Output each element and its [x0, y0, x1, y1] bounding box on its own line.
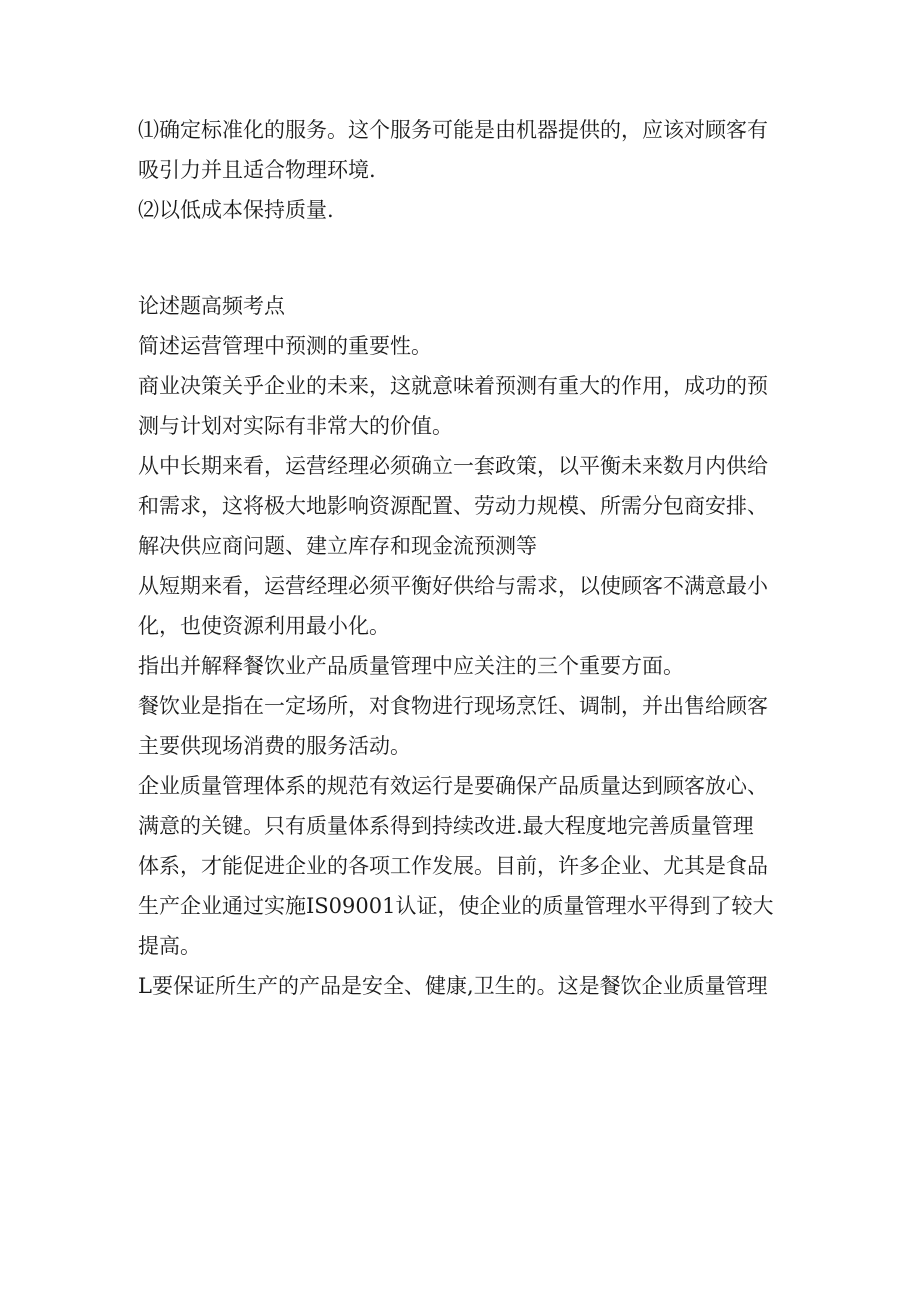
text-line-14: 餐饮业是指在一定场所，对食物进行现场烹饪、调制，并出售给顾客: [138, 694, 768, 718]
text-line-16: 企业质量管理体系的规范有效运行是要确保产品质量达到顾客放心、: [138, 774, 768, 798]
document-body: [138, 111, 798, 1007]
text-line-19: 生产企业通过实施IS09001认证，使企业的质量管理水平得到了较大: [138, 894, 774, 918]
text-line-1: ⑴确定标准化的服务。这个服务可能是由机器提供的，应该对顾客有: [138, 118, 768, 142]
text-line-18: 体系，才能促进企业的各项工作发展。目前，许多企业、尤其是食品: [138, 854, 768, 878]
text-line-9: 和需求，这将极大地影响资源配置、劳动力规模、所需分包商安排、: [138, 494, 768, 518]
section-heading: 论述题高频考点: [138, 294, 285, 318]
text-line-20: 提高。: [138, 934, 201, 958]
text-line-11: 从短期来看，运营经理必须平衡好供给与需求，以使顾客不满意最小: [138, 574, 768, 598]
question-heading-2: 指出并解释餐饮业产品质量管理中应关注的三个重要方面。: [138, 654, 684, 678]
text-line-6: 商业决策关乎企业的未来，这就意味着预测有重大的作用，成功的预: [138, 374, 768, 398]
text-line-12: 化，也使资源利用最小化。: [138, 614, 390, 638]
text-line-17: 满意的关键。只有质量体系得到持续改进.最大程度地完善质量管理: [138, 814, 754, 838]
text-line-21: L要保证所生产的产品是安全、健康,卫生的。这是餐饮企业质量管理: [138, 974, 768, 998]
question-heading-1: 简述运营管理中预测的重要性。: [138, 334, 432, 358]
text-line-2: 吸引力并且适合物理环境.: [138, 158, 376, 182]
text-line-15: 主要供现场消费的服务活动。: [138, 734, 411, 758]
text-line-8: 从中长期来看，运营经理必须确立一套政策，以平衡未来数月内供给: [138, 454, 768, 478]
text-line-10: 解决供应商问题、建立库存和现金流预测等: [138, 534, 537, 558]
text-line-7: 测与计划对实际有非常大的价值。: [138, 414, 453, 438]
text-line-3: ⑵以低成本保持质量.: [138, 198, 334, 222]
